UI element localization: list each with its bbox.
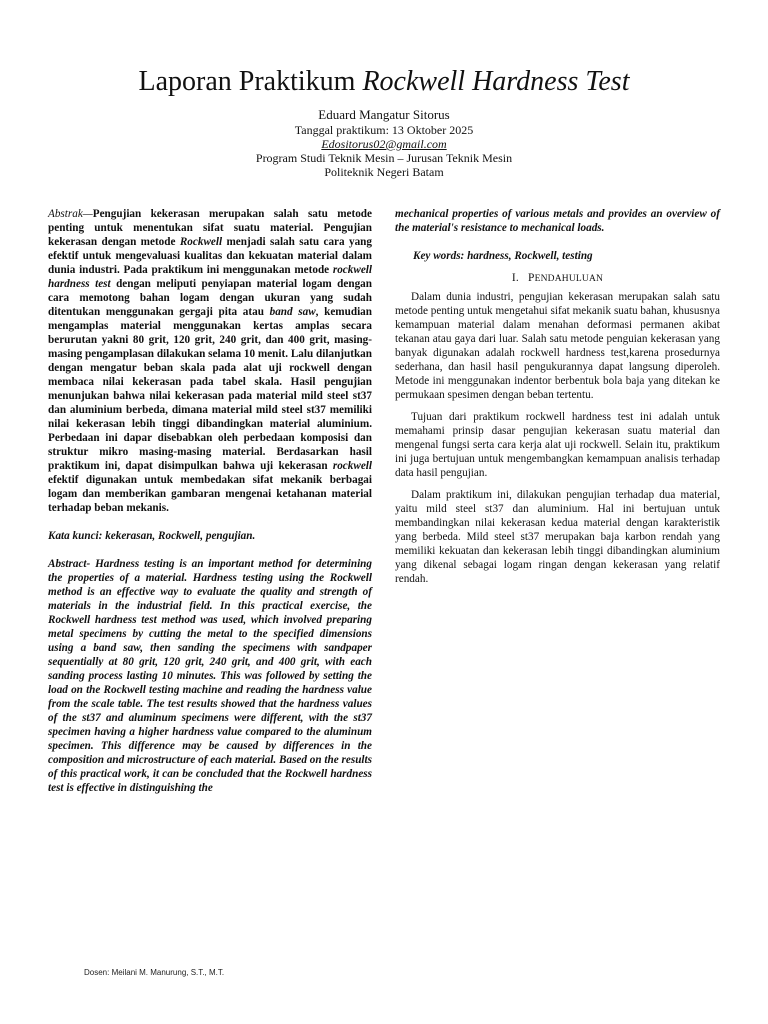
abstract-label: Abstrak— [48, 208, 93, 220]
intro-paragraph: Tujuan dari praktikum rockwell hardness test ini adalah untuk memahami prinsip dasar pengujian kekerasan suatu material dan mengenal fungsi serta cara kerja alat uji rockwell. Selain itu, praktikum ini juga bertujuan untuk mengembangkan kemampuan analisis terhadap data hasil pengujian. [395, 411, 720, 479]
author-block [0, 107, 768, 179]
abstract-english-continued: mechanical properties of various metals and provides an overview of the material's resistance to mechanical loads. [395, 208, 720, 234]
study-program: Program Studi Teknik Mesin – Jurusan Teknik Mesin [255, 151, 513, 165]
practicum-date: Tanggal praktikum: 13 Oktober 2025 [294, 123, 474, 137]
paper-title [0, 64, 768, 100]
right-column [395, 207, 720, 594]
abstract-text: menjadi salah satu cara yang efektif untuk mengevaluasi kualitas dan kekuatan material dalam dunia industri. Pada praktikum ini menggunakan metode [48, 236, 372, 276]
abstract-italic-term: Rockwell [179, 236, 223, 248]
abstract-italic-term: rockwell hardness test [48, 264, 372, 290]
abstract-text: Pengujian kekerasan merupakan salah satu metode penting untuk menentukan sifat suatu material. Pengujian kekerasan dengan metode [48, 208, 372, 248]
abstract-italic-term: band saw [269, 306, 316, 318]
section-title-rest: ENDAHULUAN [534, 274, 604, 284]
abstract-indonesian [48, 207, 372, 515]
author-email-link[interactable]: Edositorus02@gmail.com [321, 137, 447, 151]
section-number: I. [511, 272, 519, 284]
title-italic: Rockwell Hardness Test [362, 66, 630, 97]
section-heading-introduction [395, 271, 720, 286]
author-name: Eduard Mangatur Sitorus [318, 107, 450, 122]
keywords-english: Key words: hardness, Rockwell, testing [413, 250, 593, 262]
abstract-english: Abstract- Hardness testing is an important method for determining the properties of a material. Hardness testing using the Rockwell method is an effective way to evaluate the quality and strength of materials in the industrial field. In this practical exercise, the Rockwell hardness test method was used, which involved preparing metal specimens by cutting the metal to the specified dimensions using a band saw, then sanding the specimens with sandpaper sequentially at 80 grit, 120 grit, 240 grit, and 400 grit, with each sanding process lasting 10 minutes. This was followed by setting the load on the Rockwell testing machine and reading the hardness value from the scale table. The test results showed that the hardness values of the st37 and aluminum specimens were different, with the st37 specimen having a higher hardness value compared to the aluminum specimen. This difference may be caused by differences in the composition and microstructure of each material. Based on the results of this practical work, it can be concluded that the Rockwell hardness test is effective in distinguishing the [48, 558, 372, 794]
abstract-text: efektif digunakan untuk membedakan sifat mekanik berbagai logam dan memberikan gambaran mengenai ketahanan material terhadap beban mekanis. [48, 474, 372, 514]
section-title-initial: P [528, 272, 535, 284]
intro-paragraph: Dalam praktikum ini, dilakukan pengujian terhadap dua material, yaitu mild steel st37 dan aluminium. Hal ini bertujuan untuk membandingkan nilai kekerasan kedua material dengan karakteristik yang berbeda. Mild steel st37 merupakan baja karbon rendah yang memiliki kekuatan dan kekerasan lebih tinggi dibandingkan aluminium yang dikenal sebagai logam ringan dengan kekerasan yang relatif rendah. [395, 489, 720, 585]
keywords-indonesian: Kata kunci: kekerasan, Rockwell, pengujian. [48, 530, 256, 542]
title-plain: Laporan Praktikum [138, 66, 363, 97]
abstract-text: dengan meliputi penyiapan material logam dengan cara memotong bahan logam dengan ukuran yang sudah ditentukan menggunakan gergaji pita atau [48, 278, 373, 318]
institution: Politeknik Negeri Batam [324, 165, 444, 179]
abstract-italic-term: rockwell [332, 460, 372, 472]
abstract-text: , kemudian mengamplas material menggunakan kertas amplas secara berurutan yakni 80 grit, 120 grit, 240 grit, dan 400 grit, masing-masing pengamplasan dilakukan selama 10 menit. Lalu dilanjutkan dengan mengatur beban skala pada alat uji rockwell dengan membaca nilai kekerasan pada tabel skala. Hasil pengujian menunjukan bahwa nilai kekerasan pada material mild steel st37 dan aluminium berbeda, dimana material mild steel st37 memiliki nilai kekerasan lebih tinggi dibandingkan material aluminium. Perbedaan ini dapar disebabkan oleh perbedaan komposisi dan struktur mikro masing-masing material. Berdasarkan hasil praktikum ini, dapat disimpulkan bahwa uji kekerasan [48, 306, 372, 472]
lecturer-footer: Dosen: Meilani M. Manurung, S.T., M.T. [84, 968, 225, 977]
left-column [48, 207, 372, 795]
intro-paragraph: Dalam dunia industri, pengujian kekerasan merupakan salah satu metode penting untuk mengetahui sifat mekanik suatu bahan, khususnya kemampuan material dalam menahan deformasi permanen akibat tekanan atau gaya dari luar. Salah satu metode penguian kekerasan yang banyak digunakan adalah rockwell hardness test,karena prosedurnya sederhana, dan hasil hasil pengukurannya dapat langsung diperoleh. Metode ini menggunakan indentor berbentuk bola baja yang ditekan ke permukaan spesimen dengan beban tertentu. [395, 291, 720, 401]
